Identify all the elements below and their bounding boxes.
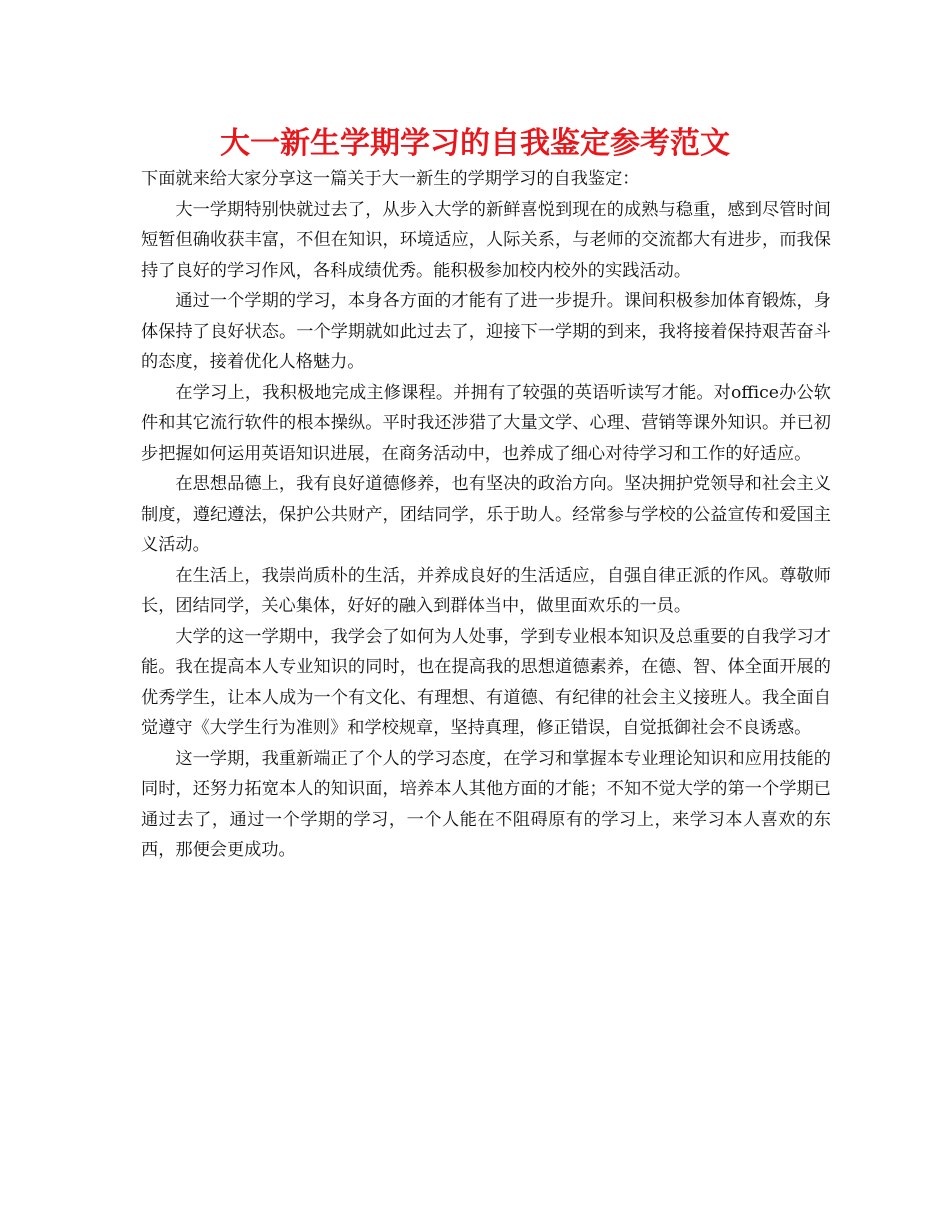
body-paragraph-7: 这一学期，我重新端正了个人的学习态度，在学习和掌握本专业理论知识和应用技能的同时，还努力拓宽本人的知识面，培养本人其他方面的才能；不知不觉大学的第一个学期已通过去了，通过一个学期的学习，一个人能在不阻碍原有的学习上，来学习本人喜欢的东西，那便会更成功。 [141, 748, 831, 860]
document-title: 大一新生学期学习的自我鉴定参考范文 [220, 126, 730, 161]
body-paragraph-3: 在学习上，我积极地完成主修课程。并拥有了较强的英语听读写才能。对office办公软件和其它流行软件的根本操纵。平时我还涉猎了大量文学、心理、营销等课外知识。并已初步把握如何运用英语知识进展，在商务活动中，也养成了细心对待学习和工作的好适应。 [141, 382, 831, 464]
body-paragraph-2: 通过一个学期的学习，本身各方面的才能有了进一步提升。课间积极参加体育锻炼，身体保持了良好状态。一个学期就如此过去了，迎接下一学期的到来，我将接着保持艰苦奋斗的态度，接着优化人格魅力。 [141, 291, 831, 372]
body-paragraph-4: 在思想品德上，我有良好道德修养，也有坚决的政治方向。坚决拥护党领导和社会主义制度，遵纪遵法，保护公共财产，团结同学，乐于助人。经常参与学校的公益宣传和爱国主义活动。 [141, 474, 831, 555]
document-body [141, 164, 831, 866]
body-paragraph-1: 大一学期特别快就过去了，从步入大学的新鲜喜悦到现在的成熟与稳重，感到尽管时间短暂但确收获丰富，不但在知识，环境适应，人际关系，与老师的交流都大有进步，而我保持了良好的学习作风，各科成绩优秀。能积极参加校内校外的实践活动。 [141, 199, 831, 281]
body-paragraph-6: 大学的这一学期中，我学会了如何为人处事，学到专业根本知识及总重要的自我学习才能。我在提高本人专业知识的同时，也在提高我的思想道德素养，在德、智、体全面开展的优秀学生，让本人成为一个有文化、有理想、有道德、有纪律的社会主义接班人。我全面自觉遵守《大学生行为准则》和学校规章，坚持真理，修正错误，自觉抵御社会不良诱惑。 [141, 626, 831, 738]
body-paragraph-5: 在生活上，我崇尚质朴的生活，并养成良好的生活适应，自强自律正派的作风。尊敬师长，团结同学，关心集体，好好的融入到群体当中，做里面欢乐的一员。 [141, 565, 831, 616]
intro-paragraph: 下面就来给大家分享这一篇关于大一新生的学期学习的自我鉴定： [141, 169, 640, 189]
